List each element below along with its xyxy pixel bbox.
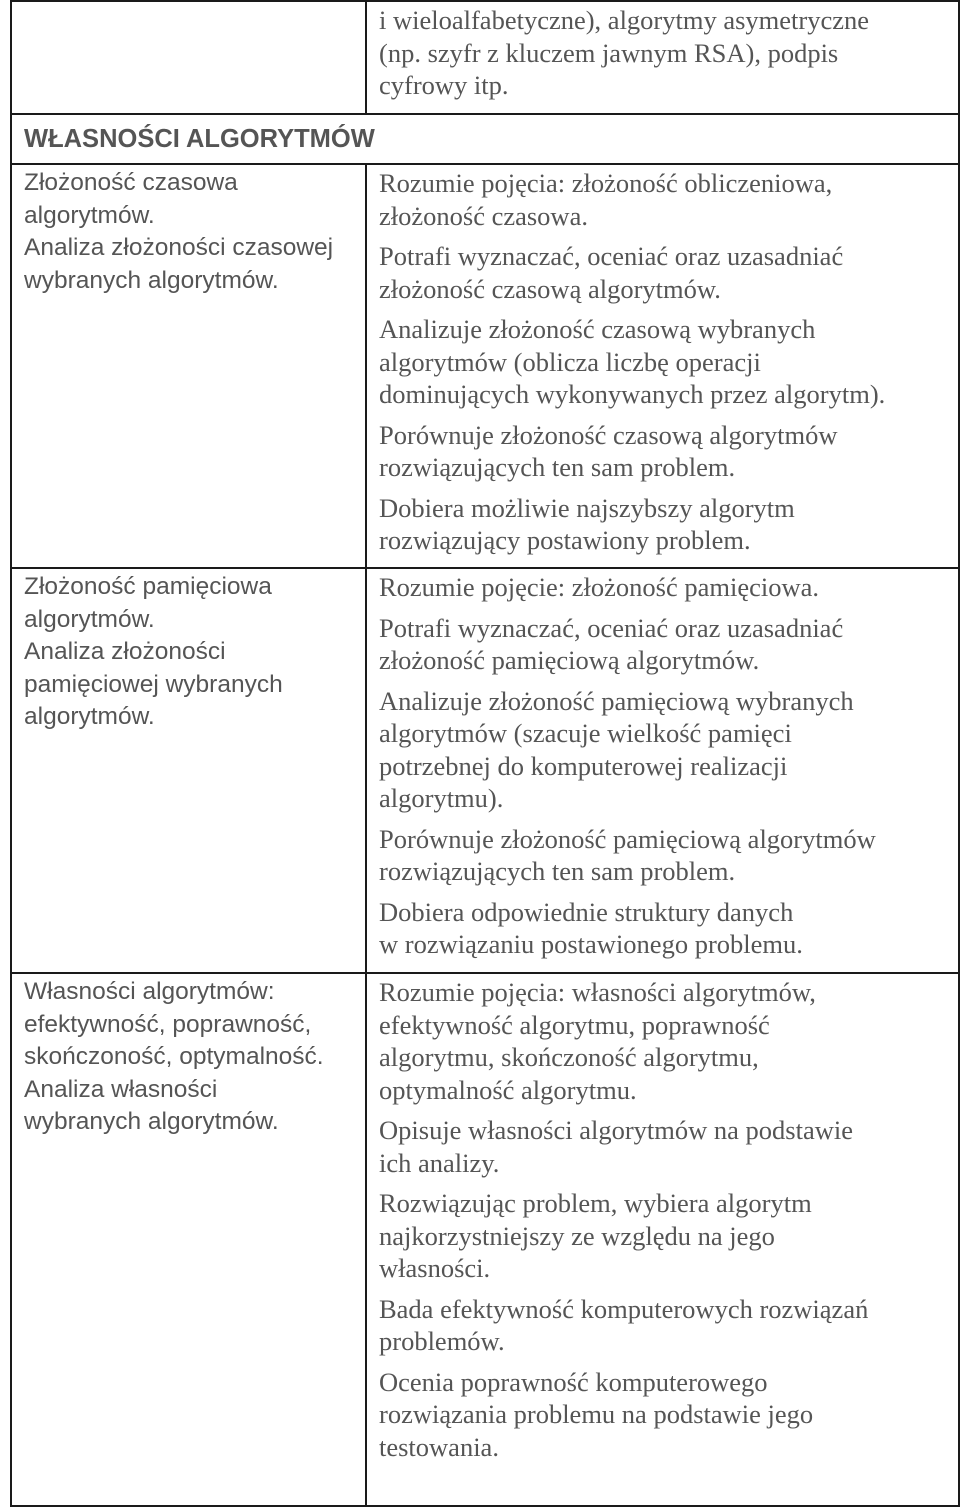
requirement-paragraph — [379, 313, 950, 411]
requirement-line: rozwiązujących ten sam problem. — [379, 452, 736, 482]
requirement-line: Opisuje własności algorytmów na podstawie — [379, 1115, 853, 1145]
requirement-line: Porównuje złożoność czasową algorytmów — [379, 419, 838, 450]
topic-line: Analiza własności — [24, 1075, 218, 1103]
requirement-line: Analizuje złożoność czasową wybranych — [379, 314, 816, 344]
text-line: i wieloalfabetyczne), algorytmy asymetryczne — [379, 5, 870, 35]
requirement-paragraph — [379, 240, 950, 305]
requirement-line: rozwiązujący postawiony problem. — [379, 525, 751, 555]
requirement-paragraph — [379, 419, 950, 484]
requirement-line: własności. — [379, 1253, 491, 1283]
requirement-line: algorytmów (oblicza liczbę operacji — [379, 346, 761, 377]
requirement-line: Potrafi wyznaczać, oceniać oraz uzasadniać — [379, 241, 844, 271]
requirement-line: rozwiązujących ten sam problem. — [379, 856, 736, 886]
requirement-line: rozwiązania problemu na podstawie jego — [379, 1399, 814, 1429]
requirement-line: testowania. — [379, 1431, 499, 1462]
requirement-line: algorytmu, skończoność algorytmu, — [379, 1042, 759, 1072]
requirement-line: Rozumie pojęcia: złożoność obliczeniowa, — [379, 168, 833, 198]
topic-cell — [11, 164, 366, 568]
requirement-paragraph — [379, 1293, 950, 1358]
requirement-paragraph — [379, 823, 950, 888]
requirements-cell — [366, 973, 959, 1506]
topic-line: Złożoność czasowa — [24, 169, 238, 196]
requirement-line: problemów. — [379, 1326, 505, 1356]
topic-cell — [11, 973, 366, 1506]
topic-line: algorytmów. — [24, 703, 155, 730]
requirement-line: Ocenia poprawność komputerowego — [379, 1366, 768, 1397]
continuation-right-cell — [366, 1, 959, 114]
requirement-line: efektywność algorytmu, poprawność — [379, 1009, 770, 1040]
topic-line: Analiza złożoności — [24, 638, 226, 665]
requirement-line: Dobiera odpowiednie struktury danych — [379, 896, 794, 927]
table-row-continuation — [11, 1, 959, 114]
topic-line: skończoność, optymalność. — [24, 1043, 324, 1070]
table-row — [11, 973, 959, 1506]
requirement-paragraph — [379, 571, 950, 604]
topic-line: efektywność, poprawność, — [24, 1010, 312, 1038]
requirement-line: potrzebnej do komputerowej realizacji — [379, 750, 788, 781]
requirement-line: w rozwiązaniu postawionego problemu. — [379, 929, 803, 959]
topic-line: wybranych algorytmów. — [24, 266, 279, 294]
continuation-paragraph — [379, 4, 950, 102]
requirement-line: Bada efektywność komputerowych rozwiązań — [379, 1293, 869, 1324]
requirement-paragraph — [379, 1187, 950, 1285]
topic-line: algorytmów. — [24, 605, 155, 633]
requirement-line: złożoność pamięciową algorytmów. — [379, 645, 760, 675]
requirement-line: Rozwiązując problem, wybiera algorytm — [379, 1188, 812, 1218]
topic-line: algorytmów. — [24, 201, 155, 229]
requirement-line: Analizuje złożoność pamięciową wybranych — [379, 685, 854, 716]
curriculum-table — [10, 0, 960, 1507]
requirement-line: optymalność algorytmu. — [379, 1074, 637, 1105]
topic-cell — [11, 568, 366, 973]
curriculum-table-body — [11, 1, 959, 1506]
text-line: cyfrowy itp. — [379, 70, 509, 100]
topic-line: pamięciowej wybranych — [24, 670, 283, 698]
requirement-paragraph — [379, 1366, 950, 1464]
requirement-line: Porównuje złożoność pamięciową algorytmów — [379, 823, 876, 854]
requirement-line: ich analizy. — [379, 1147, 500, 1178]
table-row — [11, 164, 959, 568]
text-line: (np. szyfr z kluczem jawnym RSA), podpis — [379, 37, 839, 68]
topic-line: Złożoność pamięciowa — [24, 573, 272, 600]
requirement-paragraph — [379, 896, 950, 961]
topic-line: Analiza złożoności czasowej — [24, 234, 334, 261]
requirement-paragraph — [379, 685, 950, 815]
requirement-line: Rozumie pojęcie: złożoność pamięciowa. — [379, 572, 820, 602]
table-row — [11, 568, 959, 973]
section-heading: WŁASNOŚCI ALGORYTMÓW — [11, 114, 959, 164]
continuation-left-cell — [11, 1, 366, 114]
requirement-line: Potrafi wyznaczać, oceniać oraz uzasadniać — [379, 612, 844, 643]
requirement-paragraph — [379, 1114, 950, 1179]
topic-line: Własności algorytmów: — [24, 978, 275, 1005]
requirement-line: algorytmów (szacuje wielkość pamięci — [379, 718, 792, 748]
requirement-line: Rozumie pojęcia: własności algorytmów, — [379, 977, 816, 1007]
requirement-paragraph — [379, 612, 950, 677]
requirement-line: algorytmu). — [379, 783, 504, 813]
requirement-line: najkorzystniejszy ze względu na jego — [379, 1220, 775, 1251]
requirement-line: złożoność czasowa. — [379, 200, 588, 231]
requirement-line: dominujących wykonywanych przez algorytm). — [379, 379, 886, 409]
section-heading-row — [11, 114, 959, 164]
requirement-paragraph — [379, 167, 950, 232]
requirements-cell — [366, 568, 959, 973]
requirement-paragraph — [379, 492, 950, 557]
requirement-line: Dobiera możliwie najszybszy algorytm — [379, 492, 795, 523]
requirement-paragraph — [379, 976, 950, 1106]
requirements-cell — [366, 164, 959, 568]
topic-line: wybranych algorytmów. — [24, 1108, 279, 1135]
requirement-line: złożoność czasową algorytmów. — [379, 273, 721, 304]
